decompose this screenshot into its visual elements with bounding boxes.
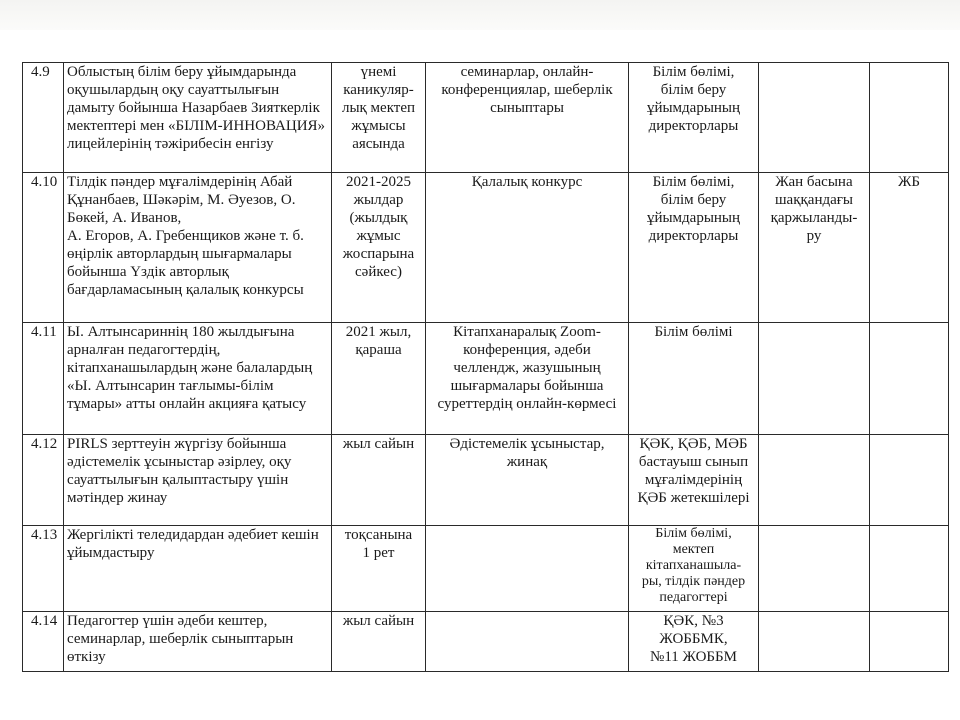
form-cell [426,526,629,612]
timing-cell: жыл сайын [332,612,426,672]
table-row [23,435,949,526]
source-cell [870,435,949,526]
action-cell: Тілдік пәндер мұғалімдерінің Абай Құнанбаев, Шәкәрім, М. Әуезов, О. Бөкей, А. Иванов, А. Егоров, А. Гребенщиков және т. б. өңірлік авторлардың шығармалары бойынша Үздік авторлық бағдарламасының қалалық конкурсы [64,173,332,323]
row-number: 4.13 [23,526,64,612]
timing-cell: 2021 жыл, қараша [332,323,426,435]
financing-cell [759,435,870,526]
form-cell: Әдістемелік ұсыныстар, жинақ [426,435,629,526]
plan-table [22,62,949,672]
row-number: 4.9 [23,63,64,173]
action-cell: Облыстың білім беру ұйымдарында оқушылардың оқу сауаттылығын дамыту бойынша Назарбаев Зияткерлік мектептері мен «БІЛІМ-ИННОВАЦИЯ» лицейлерінің тәжірибесін енгізу [64,63,332,173]
source-cell [870,612,949,672]
source-cell [870,526,949,612]
row-number: 4.14 [23,612,64,672]
form-cell: Кітапханаралық Zoom-конференция, әдеби челлендж, жазушының шығармалары бойынша суреттердің онлайн-көрмесі [426,323,629,435]
row-number: 4.12 [23,435,64,526]
table-row [23,63,949,173]
form-cell: семинарлар, онлайн-конференциялар, шеберлік сыныптары [426,63,629,173]
source-cell [870,63,949,173]
table-row [23,526,949,612]
row-number: 4.11 [23,323,64,435]
timing-cell: 2021-2025 жылдар (жылдық жұмыс жоспарына сәйкес) [332,173,426,323]
table-row [23,612,949,672]
timing-cell: жыл сайын [332,435,426,526]
action-cell: Жергілікті теледидардан әдебиет кешін ұйымдастыру [64,526,332,612]
table-row [23,173,949,323]
responsible-cell: Білім бөлімі, білім беру ұйымдарының директорлары [629,173,759,323]
form-cell [426,612,629,672]
financing-cell [759,323,870,435]
timing-cell: үнемі каникуляр- лық мектеп жұмысы аясында [332,63,426,173]
financing-cell [759,612,870,672]
timing-cell: тоқсанына 1 рет [332,526,426,612]
financing-cell: Жан басына шаққандағы қаржыланды- ру [759,173,870,323]
responsible-cell: Білім бөлімі, білім беру ұйымдарының директорлары [629,63,759,173]
row-number: 4.10 [23,173,64,323]
responsible-cell: Білім бөлімі, мектеп кітапханашыла- ры, тілдік пәндер педагогтері [629,526,759,612]
financing-cell [759,526,870,612]
action-cell: Педагогтер үшін әдеби кештер, семинарлар, шеберлік сыныптарын өткізу [64,612,332,672]
responsible-cell: Білім бөлімі [629,323,759,435]
table-row [23,323,949,435]
source-cell [870,323,949,435]
financing-cell [759,63,870,173]
responsible-cell: ҚӘК, №3 ЖОББМК, №11 ЖОББМ [629,612,759,672]
action-cell: PIRLS зерттеуін жүргізу бойынша әдістемелік ұсыныстар әзірлеу, оқу сауаттылығын қалыптастыру үшін мәтіндер жинау [64,435,332,526]
source-cell: ЖБ [870,173,949,323]
responsible-cell: ҚӘК, ҚӘБ, МӘБ бастауыш сынып мұғалімдерінің ҚӘБ жетекшілері [629,435,759,526]
action-cell: Ы. Алтынсариннің 180 жылдығына арналған педагогтердің, кітапханашылардың және балалардың «Ы. Алтынсарин тағлымы-білім тұмары» атты онлайн акцияға қатысу [64,323,332,435]
scan-edge [0,0,960,30]
form-cell: Қалалық конкурс [426,173,629,323]
